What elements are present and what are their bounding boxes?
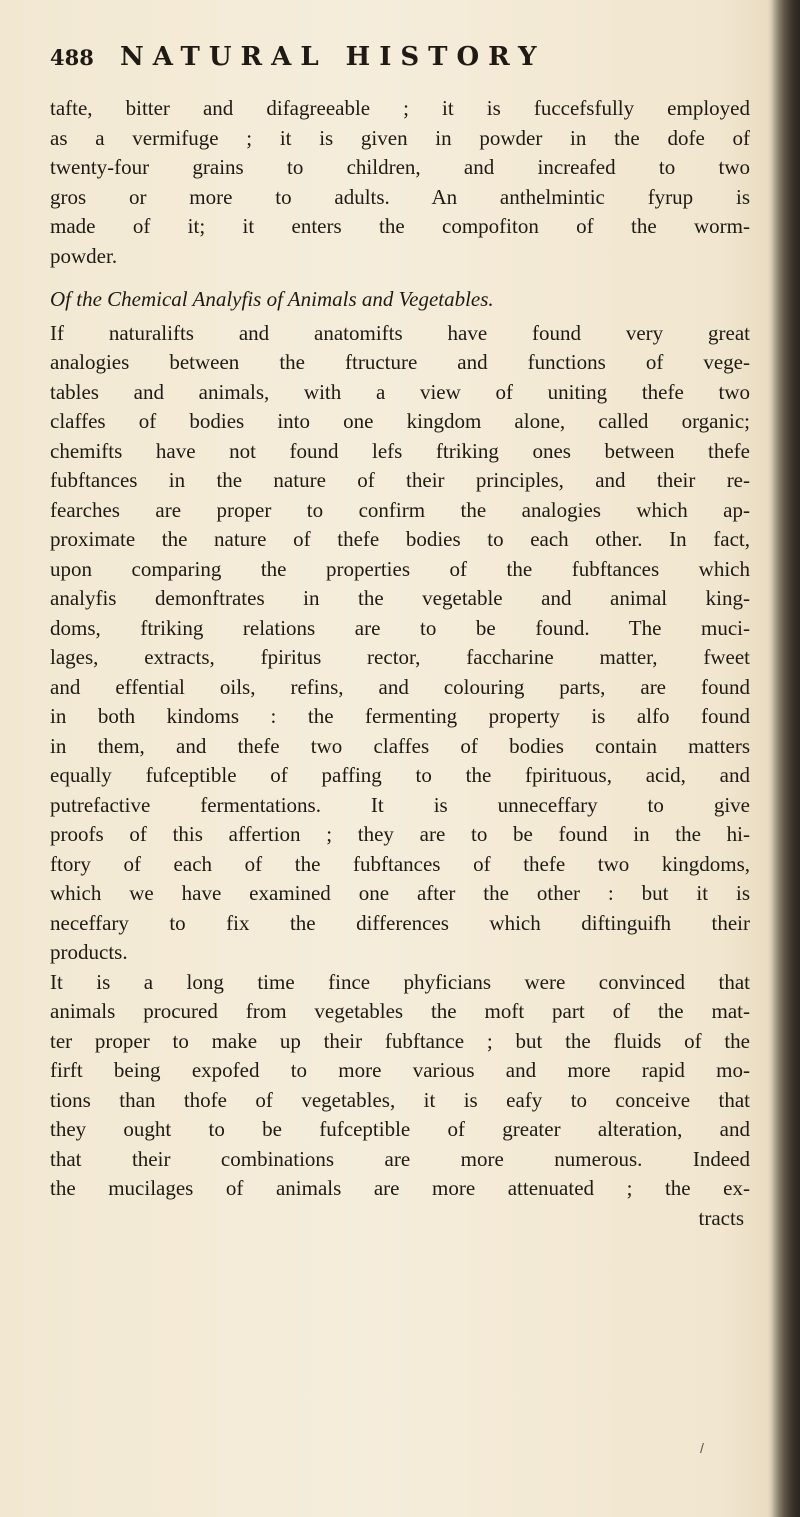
body-text [50,94,750,1233]
text-line: analogies between the ftructure and functions of vege- [50,350,750,374]
text-line: proximate the nature of thefe bodies to each other. In fact, [50,527,750,551]
text-line: firft being expofed to more various and more rapid mo- [50,1058,750,1082]
text-line: animals procured from vegetables the moft part of the mat- [50,999,750,1023]
text-line: tions than thofe of vegetables, it is eafy to conceive that [50,1087,750,1112]
text-line: they ought to be fufceptible of greater alteration, and [50,1117,750,1141]
text-line: as a vermifuge ; it is given in powder in the dofe of [50,125,750,150]
text-line: It is a long time fince phyficians were convinced that [50,969,750,994]
text-line: upon comparing the properties of the fubftances which [50,556,750,581]
section-heading: Of the Chemical Analyfis of Animals and Vegetables. [50,287,494,311]
text-line: the mucilages of animals are more attenuated ; the ex- [50,1176,750,1200]
running-title: NATURAL HISTORY [120,42,546,72]
page-header [50,42,750,72]
text-line: equally fufceptible of paffing to the fpirituous, acid, and [50,763,750,787]
text-line: tables and animals, with a view of uniting thefe two [50,379,750,404]
page-edge-shadow [772,0,800,1517]
text-line: lages, extracts, fpiritus rector, faccharine matter, fweet [50,645,750,669]
page-number: 488 [50,45,94,70]
text-line: gros or more to adults. An anthelmintic fyrup is [50,184,750,209]
text-line: If naturalifts and anatomifts have found very great [50,320,750,345]
text-line: ftory of each of the fubftances of thefe two kingdoms, [50,851,750,876]
text-line: doms, ftriking relations are to be found. The muci- [50,615,750,640]
text-line: which we have examined one after the other : but it is [50,881,750,905]
text-line: in both kindoms : the fermenting property is alfo found [50,704,750,728]
text-line: that their combinations are more numerous. Indeed [50,1146,750,1171]
text-line: tafte, bitter and difagreeable ; it is fuccefsfully employed [50,96,750,120]
text-line: fearches are proper to confirm the analogies which ap- [50,497,750,522]
text-line: made of it; it enters the compofiton of the worm- [50,214,750,238]
text-line: twenty-four grains to children, and increafed to two [50,155,750,179]
text-line: analyfis demonftrates in the vegetable and animal king- [50,586,750,610]
text-line: products. [50,940,128,964]
catchword: tracts [698,1205,744,1230]
text-line: powder. [50,243,118,268]
text-line: fubftances in the nature of their principles, and their re- [50,468,750,492]
text-line: chemifts have not found lefs ftriking ones between thefe [50,438,750,463]
text-line: in them, and thefe two claffes of bodies contain matters [50,733,750,758]
text-line: putrefactive fermentations. It is unneceffary to give [50,792,750,817]
text-line: and effential oils, refins, and colouring parts, are found [50,674,750,699]
stray-mark: / [700,1440,704,1456]
text-line: ter proper to make up their fubftance ; but the fluids of the [50,1028,750,1053]
text-line: proofs of this affertion ; they are to be found in the hi- [50,822,750,846]
text-line: claffes of bodies into one kingdom alone, called organic; [50,409,750,433]
text-line: neceffary to fix the differences which diftinguifh their [50,910,750,935]
